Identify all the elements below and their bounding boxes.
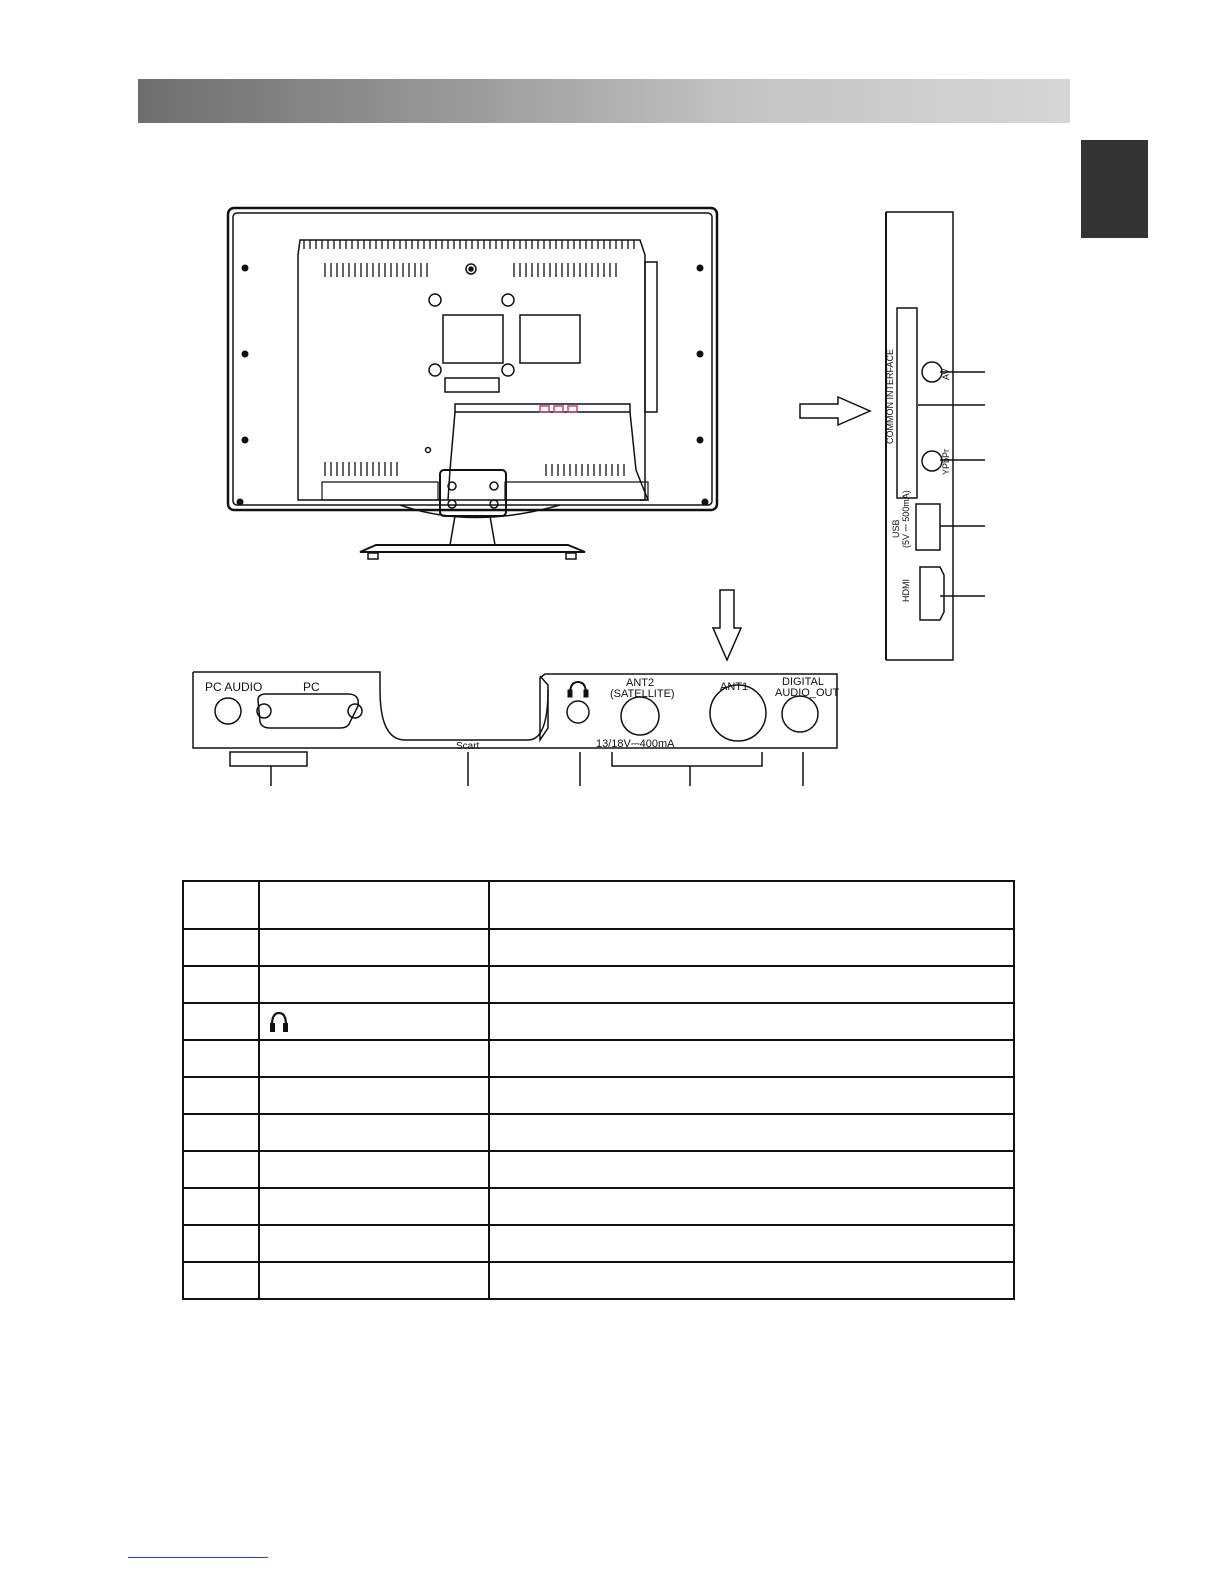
tv-rear-illustration [228,208,717,559]
pc-audio-label: PC AUDIO [205,680,263,694]
cell-no [183,1077,259,1114]
side-hdmi-label: HDMI [901,579,911,602]
cell-desc [489,1040,1014,1077]
table-header-row [183,881,1014,929]
cell-no [183,966,259,1003]
cell-no [183,1262,259,1299]
cell-name [259,1188,489,1225]
table-row [183,966,1014,1003]
cell-name [259,1114,489,1151]
top-vents [304,240,634,476]
cell-no [183,1151,259,1188]
side-usb-power-label: (5V ⎓ 500mA) [901,490,911,548]
audio-out-label: AUDIO_OUT [775,687,840,699]
table-row [183,1040,1014,1077]
cell-name [259,966,489,1003]
cell-desc [489,966,1014,1003]
right-arrow-icon [800,397,870,425]
cell-no [183,929,259,966]
cell-no [183,1040,259,1077]
table-row [183,1077,1014,1114]
table-row [183,1262,1014,1299]
cell-name [259,1151,489,1188]
footer-link-underline[interactable] [128,1557,268,1558]
table-row [183,1151,1014,1188]
cell-desc [489,1188,1014,1225]
digital-label: DIGITAL [782,676,824,688]
header-cell-name [259,881,489,929]
ant1-label: ANT1 [720,681,749,693]
side-av-label: AV [941,368,951,380]
headphone-icon [568,682,588,697]
common-interface-label: COMMON INTERFACE [885,348,895,444]
cell-desc [489,1003,1014,1040]
pc-label: PC [303,680,320,694]
cell-no [183,1225,259,1262]
cell-no [183,1188,259,1225]
cell-desc [489,1114,1014,1151]
lnb-power-label: 13/18V⎓400mA [596,738,675,750]
table-row [183,1114,1014,1151]
headphone-icon [268,1010,290,1034]
table-row [183,1225,1014,1262]
ant2-label: ANT2 [626,677,655,689]
cell-no [183,1114,259,1151]
cell-name [259,1262,489,1299]
header-cell-no [183,881,259,929]
table-row [183,929,1014,966]
cell-name [259,1003,489,1040]
cell-name [259,1040,489,1077]
cell-desc [489,1225,1014,1262]
cell-name [259,1225,489,1262]
header-cell-desc [489,881,1014,929]
cell-desc [489,1262,1014,1299]
connections-table [182,880,1015,1300]
satellite-label: (SATELLITE) [610,688,675,700]
side-usb-label: USB [891,519,901,538]
cell-desc [489,1151,1014,1188]
side-ypbpr-label: YPbPr [941,448,951,475]
table-row [183,1188,1014,1225]
cell-name [259,929,489,966]
cell-no [183,1003,259,1040]
scart-label: Scart [456,741,480,752]
cell-desc [489,1077,1014,1114]
cell-desc [489,929,1014,966]
cell-name [259,1077,489,1114]
down-arrow-icon [713,590,741,660]
table-row [183,1003,1014,1040]
